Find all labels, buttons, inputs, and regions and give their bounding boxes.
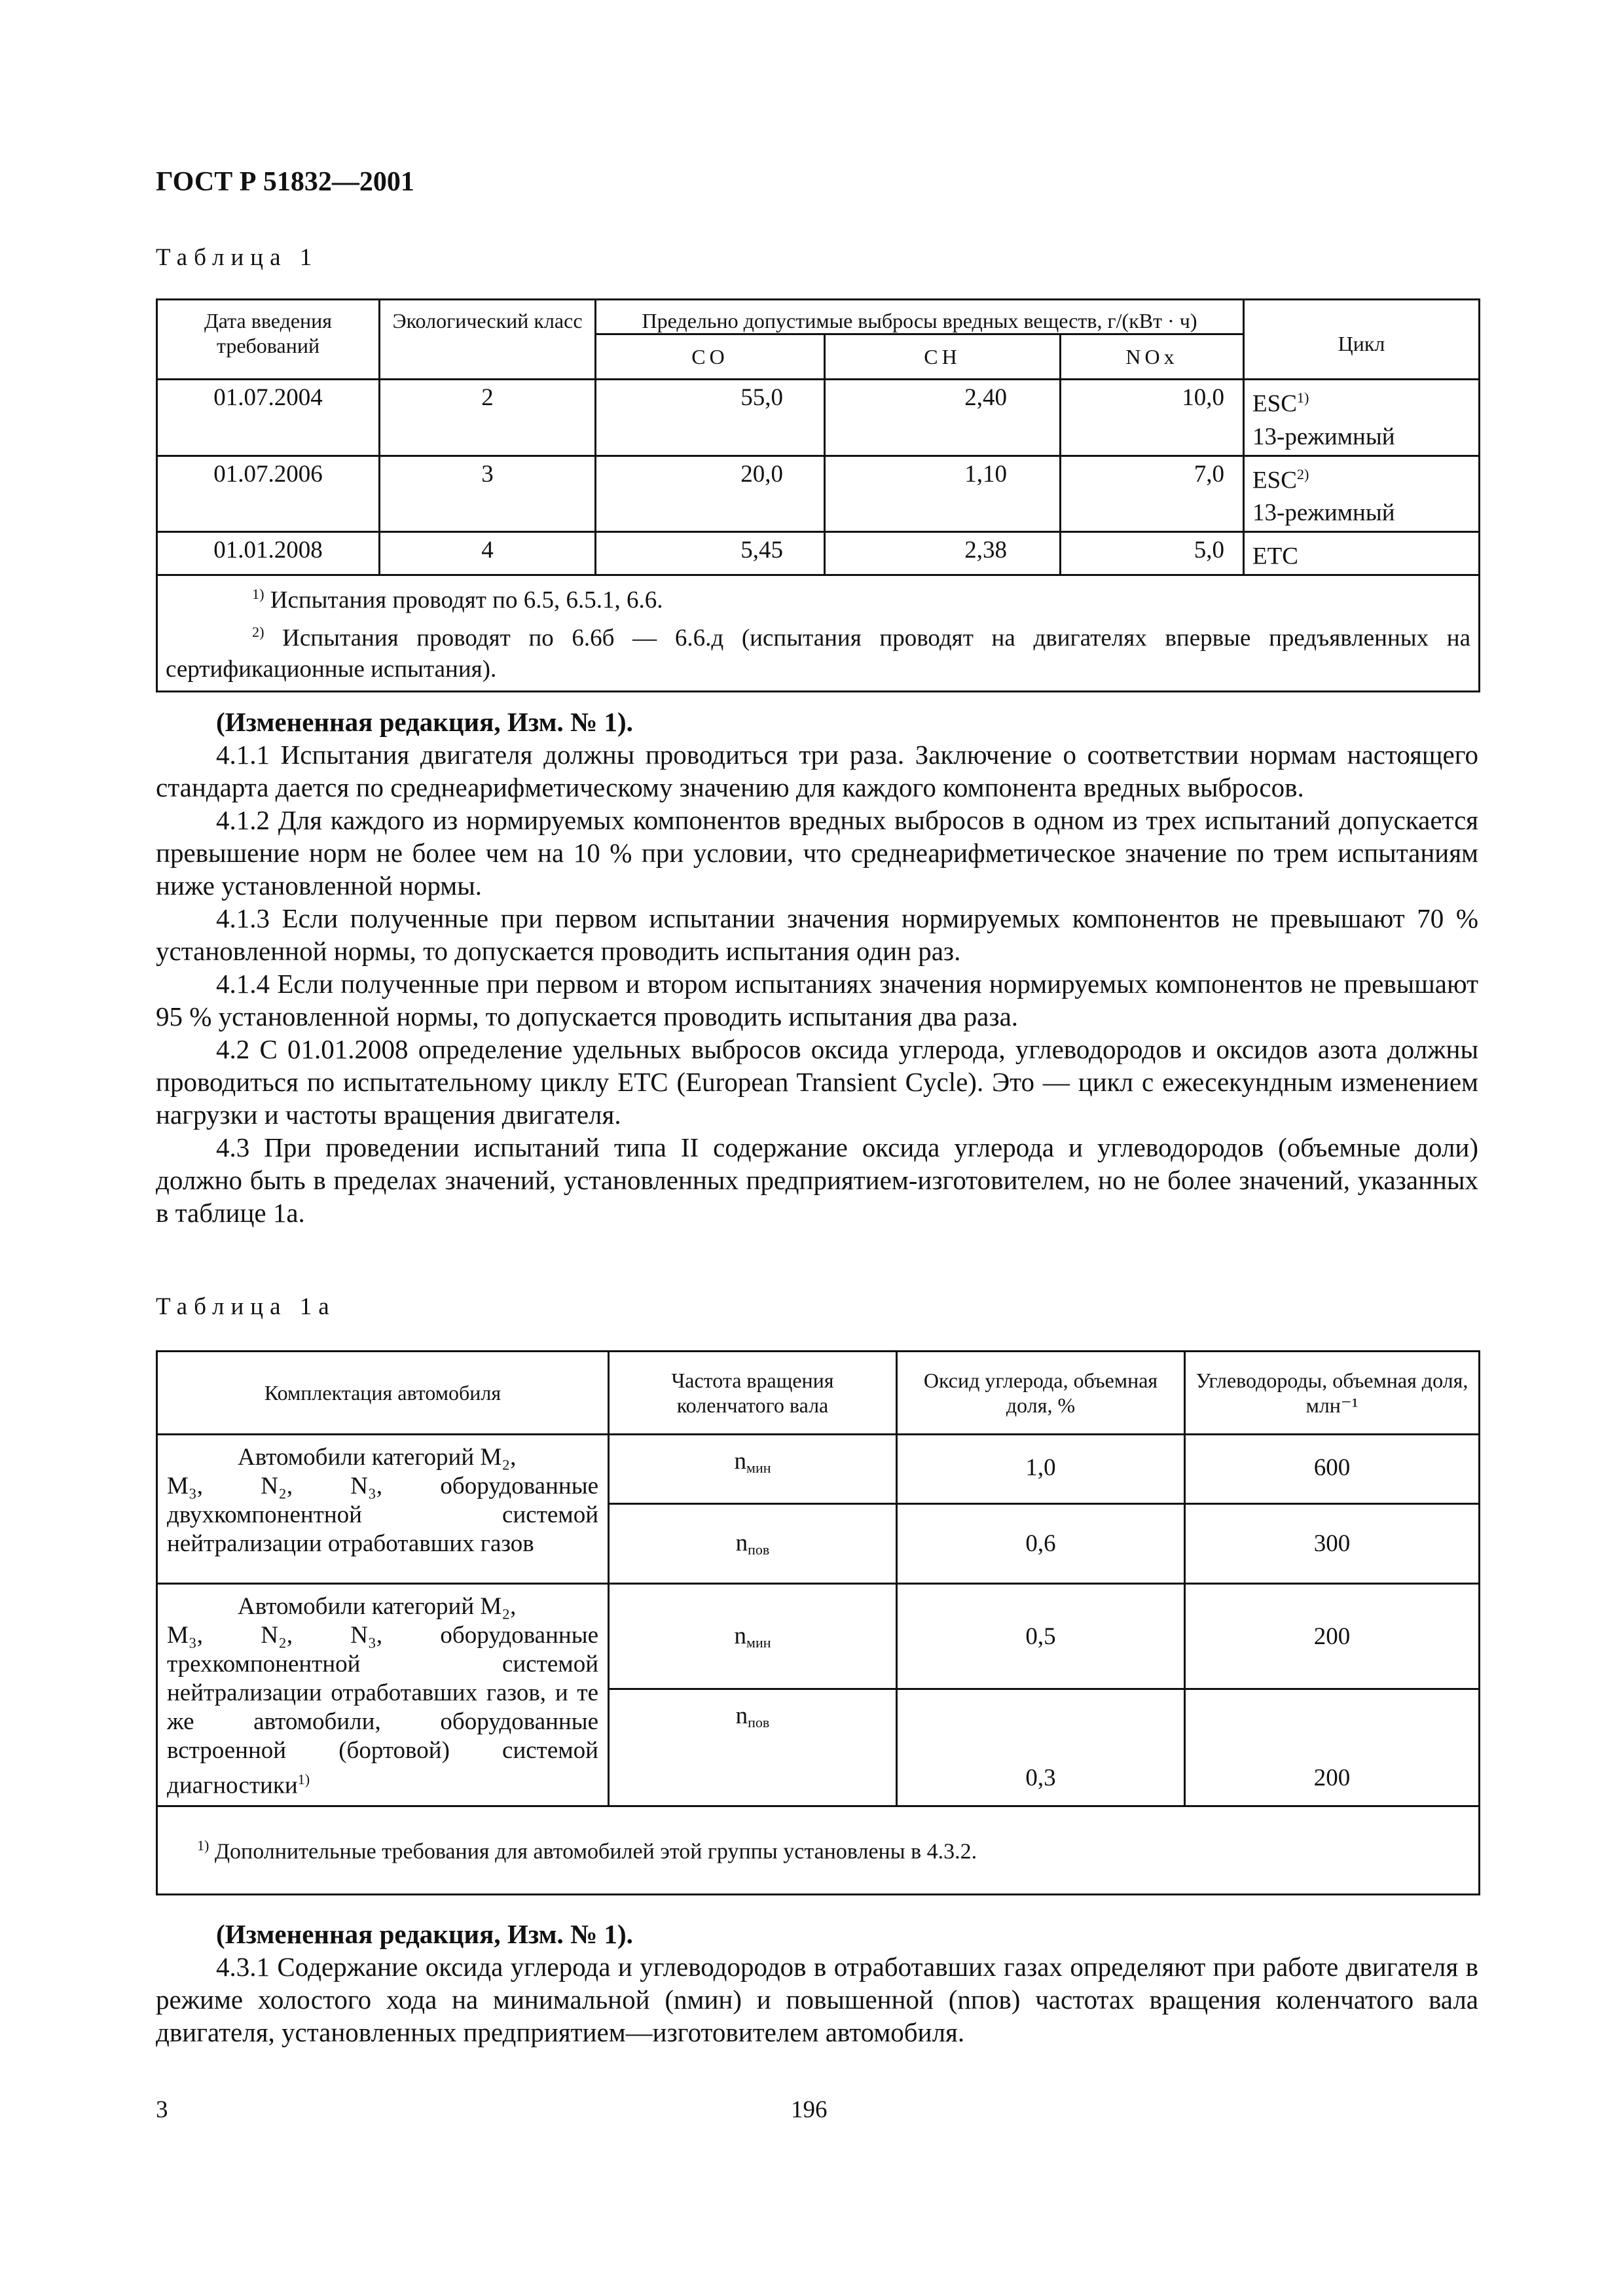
header-co-fraction: Оксид углерода, объемная доля, % [897, 1352, 1185, 1435]
paragraph-4-3: 4.3 При проведении испытаний типа II содержание оксида углерода и углеводородов (объемные доли) должно быть в пределах значений, установленных предприятием-изготовителем, но не более значений, указанных в таблице 1а. [156, 1132, 1478, 1228]
table-1-footnotes [157, 575, 1480, 692]
amendment-note: (Измененная редакция, Изм. № 1). [216, 1919, 633, 1949]
cell-date: 01.01.2008 [157, 532, 380, 575]
cell-rpm [609, 1689, 897, 1806]
cell-class: 2 [380, 380, 596, 456]
cell-ch: 1,10 [825, 456, 1061, 531]
header-co: CO [596, 334, 825, 380]
cycle-name: ETC [1252, 543, 1298, 570]
cell-rpm [609, 1435, 897, 1504]
table-1-caption: Таблица 1 [156, 244, 319, 271]
footnote-mark: 1) [197, 1837, 210, 1854]
section-4-3-1-text [156, 1918, 1478, 2049]
cell-cycle [1244, 456, 1480, 531]
cycle-footnote-mark: 1) [1296, 389, 1309, 406]
group-lead: Автомобили категорий M₂, [238, 1593, 517, 1620]
cycle-mode: 13-режимный [1252, 499, 1395, 527]
rpm-symbol: n [734, 1622, 747, 1649]
cell-ch: 2,40 [825, 380, 1061, 456]
table-row [157, 1584, 1480, 1689]
cell-cycle [1244, 532, 1480, 575]
page-number: 3 [156, 2096, 168, 2123]
cell-ch-fraction: 600 [1185, 1435, 1480, 1504]
header-ch-fraction: Углеводороды, объемная доля, млн⁻¹ [1185, 1352, 1480, 1435]
rpm-symbol: n [734, 1448, 747, 1475]
paragraph-4-1-4: 4.1.4 Если полученные при первом и втором испытаниях значения нормируемых компонентов не превышают 95 % установленной нормы, то допускается проводить испытания два раза. [156, 969, 1478, 1031]
cell-nox: 5,0 [1061, 532, 1244, 575]
header-ch: CH [825, 334, 1061, 380]
cell-class: 3 [380, 456, 596, 531]
cycle-name: ESC [1252, 467, 1297, 494]
cell-co-fraction: 0,6 [897, 1504, 1185, 1584]
paragraph-4-1-2: 4.1.2 Для каждого из нормируемых компонентов вредных выбросов в одном из трех испытаний допускается превышение норм не более чем на 10 % при условии, что среднеарифметическое значение по трем испытаниям ниже установленной нормы. [156, 805, 1478, 901]
table-1a [156, 1350, 1480, 1895]
header-class: Экологический класс [380, 300, 596, 380]
rpm-subscript: мин [746, 1634, 771, 1651]
sheet-number: 196 [791, 2096, 828, 2123]
table-row [157, 456, 1480, 531]
footnote-2 [166, 617, 1470, 685]
cell-nox: 7,0 [1061, 456, 1244, 531]
footnote-1 [166, 579, 1470, 616]
cell-ch-fraction: 200 [1185, 1689, 1480, 1806]
cell-date: 01.07.2006 [157, 456, 380, 531]
footnote-text: Испытания проводят по 6.6б — 6.6.д (испытания проводят на двигателях впервые предъявленных на сертификационные испытания). [166, 624, 1471, 683]
header-rpm: Частота вращения коленчатого вала [609, 1352, 897, 1435]
rpm-symbol: n [735, 1530, 748, 1556]
amendment-note: (Измененная редакция, Изм. № 1). [216, 707, 633, 737]
paragraph-4-2: 4.2 С 01.01.2008 определение удельных выбросов оксида углерода, углеводородов и оксидов азота должны проводиться по испытательному циклу ETC (European Transient Cycle). Это — цикл с ежесекундным изменением нагрузки и частоты вращения двигателя. [156, 1034, 1478, 1130]
group-lead: Автомобили категорий M₂, [238, 1444, 517, 1471]
cell-co: 5,45 [596, 532, 825, 575]
header-limits: Предельно допустимые выбросы вредных веществ, г/(кВт · ч) [596, 300, 1244, 334]
cycle-name: ESC [1252, 390, 1297, 418]
table-row [157, 1435, 1480, 1504]
cell-ch-fraction: 200 [1185, 1584, 1480, 1689]
table-1a-caption: Таблица 1а [156, 1293, 336, 1320]
cycle-footnote-mark: 2) [1296, 465, 1309, 482]
cell-co: 20,0 [596, 456, 825, 531]
cell-ch: 2,38 [825, 532, 1061, 575]
group-description: M₃, N₂, N₃, оборудованные трехкомпонентной системой нейтрализации отработавших газов, и те же автомобили, оборудованные встроенной (бортовой) системой диагностики [167, 1622, 598, 1799]
footnote-text: Дополнительные требования для автомобилей этой группы установлены в 4.3.2. [209, 1839, 977, 1863]
cell-class: 4 [380, 532, 596, 575]
rpm-subscript: пов [748, 1541, 770, 1558]
cell-cycle [1244, 380, 1480, 456]
paragraph-4-3-1: 4.3.1 Содержание оксида углерода и углеводородов в отработавших газах определяют при работе двигателя в режиме холостого хода на минимальной (nмин) и повышенной (nпов) частотах вращения коленчатого вала двигателя, установленных предприятием—изготовителем автомобиля. [156, 1952, 1478, 2047]
table-row [157, 380, 1480, 456]
cell-rpm [609, 1584, 897, 1689]
rpm-subscript: мин [746, 1460, 771, 1476]
header-nox: NOx [1061, 334, 1244, 380]
cell-co-fraction: 0,3 [897, 1689, 1185, 1806]
paragraph-4-1-3: 4.1.3 Если полученные при первом испытании значения нормируемых компонентов не превышают 70 % установленной нормы, то допускается проводить испытания один раз. [156, 903, 1478, 966]
cell-co: 55,0 [596, 380, 825, 456]
group-description: M₃, N₂, N₃, оборудованные двухкомпонентной системой нейтрализации отработавших газов [167, 1473, 598, 1557]
rpm-symbol: n [735, 1702, 748, 1730]
cell-co-fraction: 1,0 [897, 1435, 1185, 1504]
cell-nox: 10,0 [1061, 380, 1244, 456]
document-title: ГОСТ Р 51832—2001 [156, 167, 414, 197]
table-1 [156, 298, 1480, 692]
cell-date: 01.07.2004 [157, 380, 380, 456]
rpm-subscript: пов [748, 1714, 770, 1731]
section-4-1-text [156, 706, 1478, 1229]
vehicle-group-2 [157, 1584, 609, 1806]
cycle-mode: 13-режимный [1252, 423, 1395, 450]
cell-rpm [609, 1504, 897, 1584]
table-row [157, 532, 1480, 575]
header-cycle: Цикл [1244, 300, 1480, 380]
cell-ch-fraction: 300 [1185, 1504, 1480, 1584]
vehicle-group-1 [157, 1435, 609, 1584]
cell-co-fraction: 0,5 [897, 1584, 1185, 1689]
paragraph-4-1-1: 4.1.1 Испытания двигателя должны проводиться три раза. Заключение о соответствии нормам настоящего стандарта дается по среднеарифметическому значению для каждого компонента вредных выбросов. [156, 740, 1478, 802]
header-date: Дата введения требований [157, 300, 380, 380]
header-equipment: Комплектация автомобиля [157, 1352, 609, 1435]
footnote-mark: 1) [252, 586, 264, 603]
group-footnote-mark: 1) [297, 1771, 310, 1787]
footnote-mark: 2) [252, 623, 264, 640]
table-1a-footnote [157, 1806, 1480, 1895]
footnote-text: Испытания проводят по 6.5, 6.5.1, 6.6. [264, 586, 663, 614]
